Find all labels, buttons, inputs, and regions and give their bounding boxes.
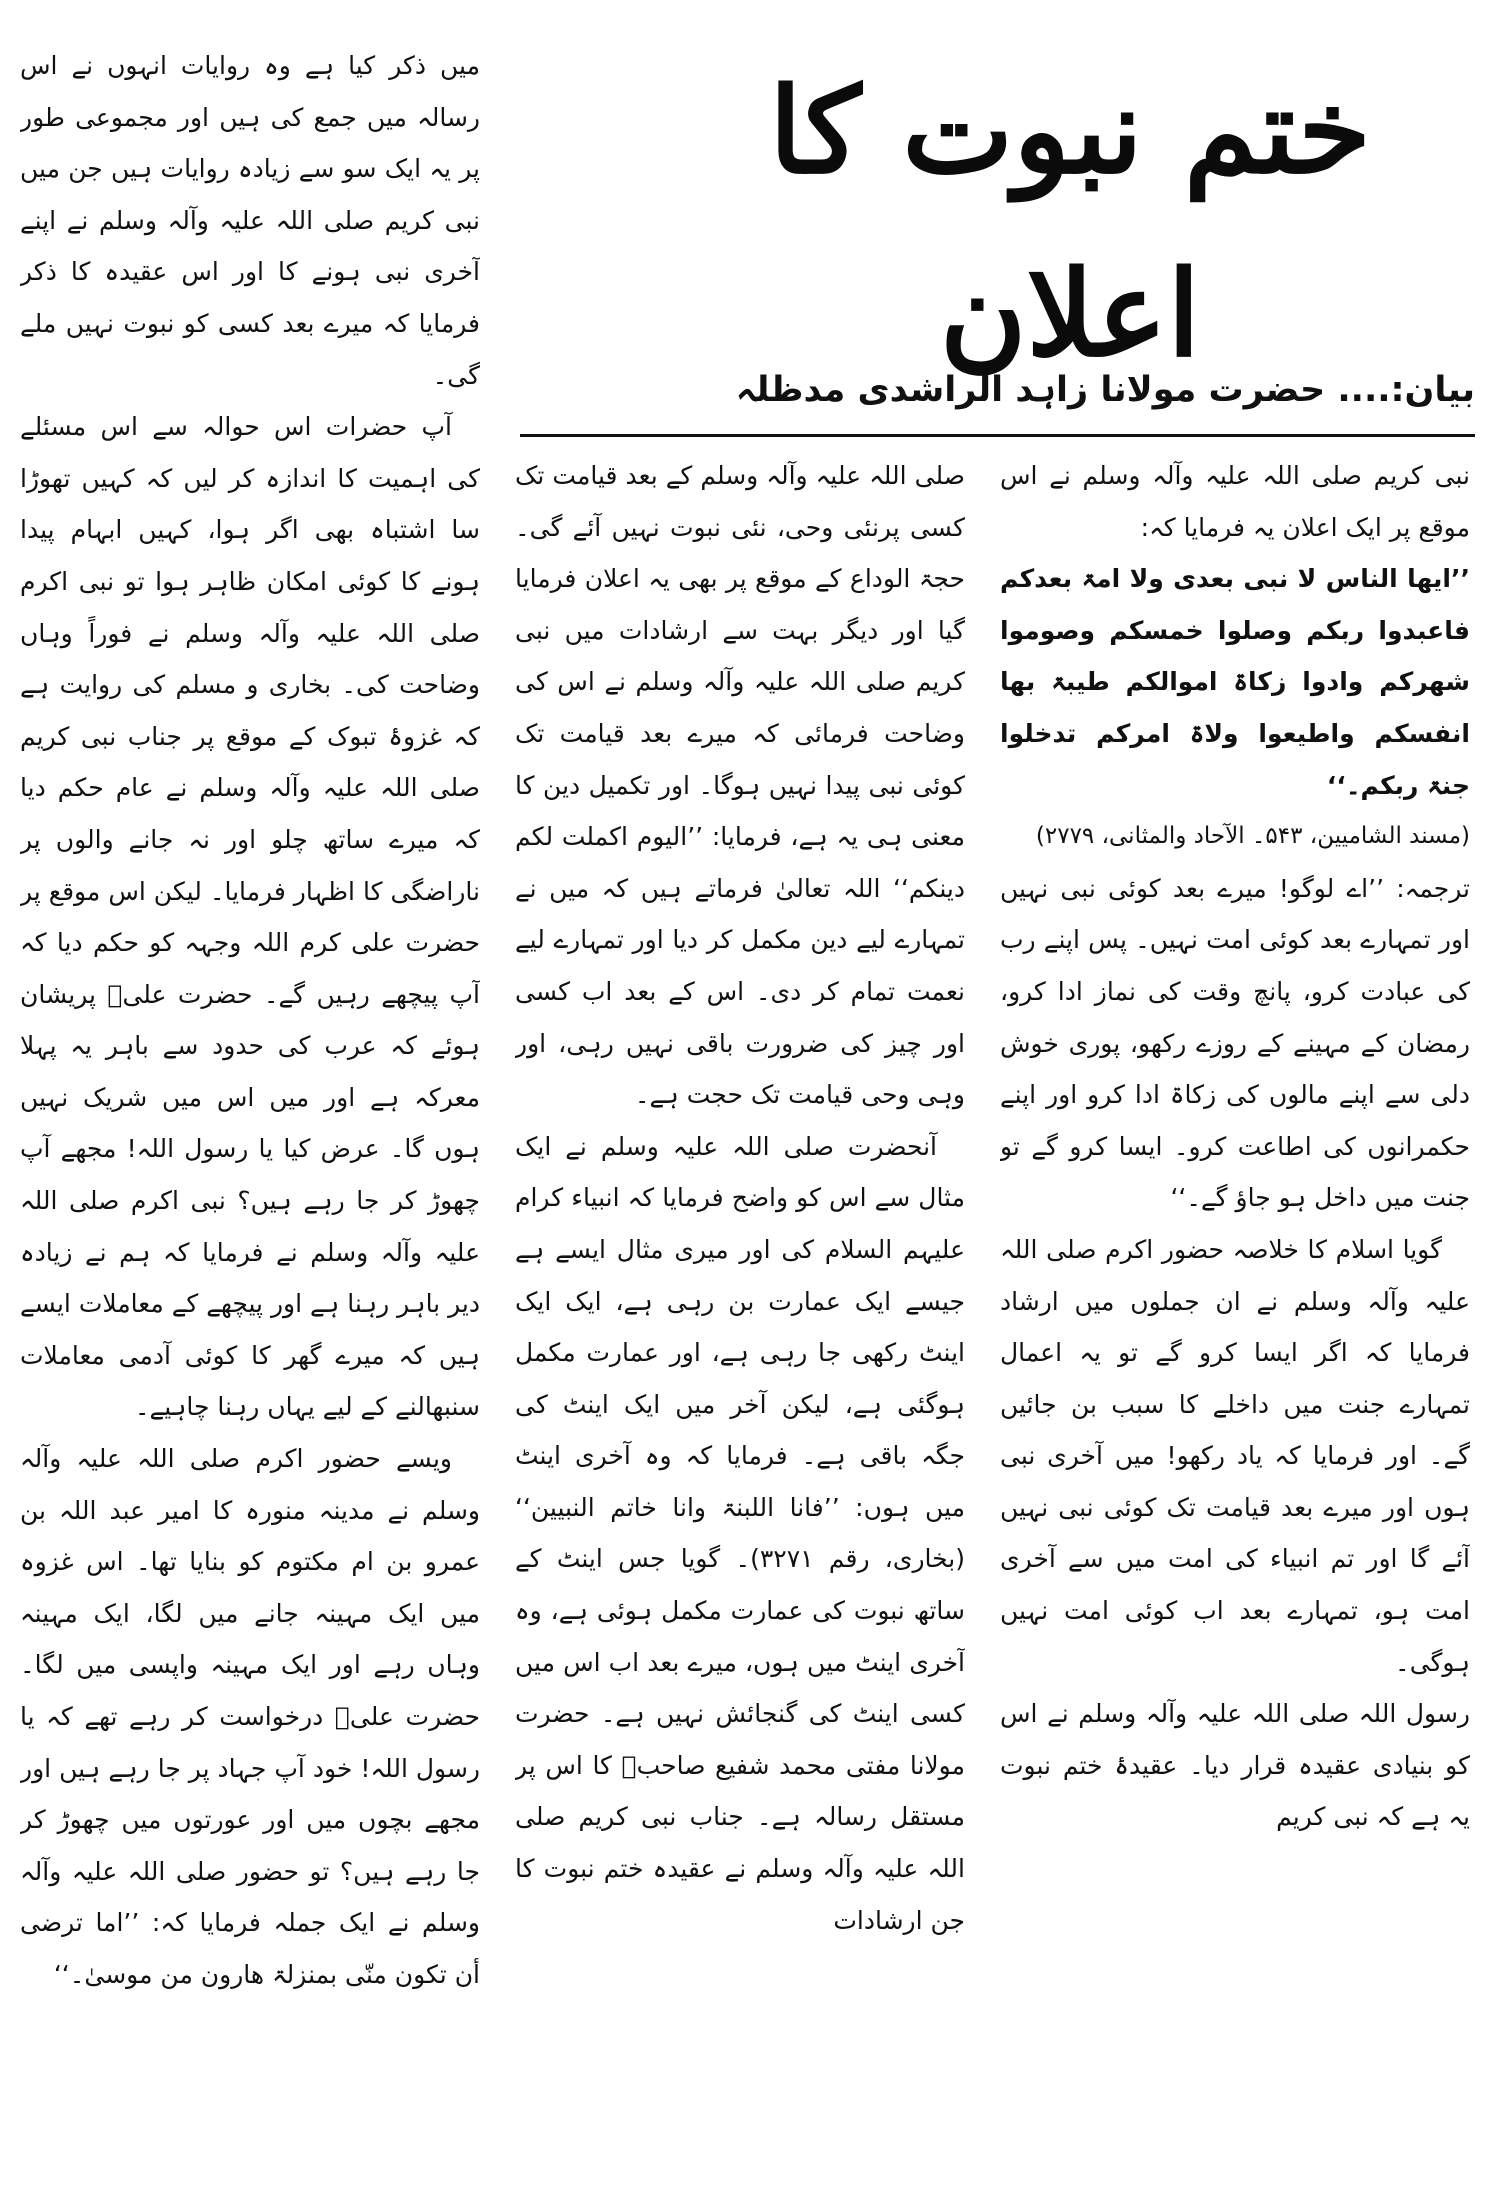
translation-paragraph: ترجمہ: ’’اے لوگو! میرے بعد کوئی نبی نہیں اور تمہارے بعد کوئی امت نہیں۔ پس اپنے رب کی عبادت کرو، پانچ وقت کی نماز ادا کرو، رمضان کے مہینے کے روزے رکھو، پوری خوش دلی سے اپنے مالوں کی زکاۃ ادا کرو اور اپنے حکمرانوں کی اطاعت کرو۔ ایسا کرو گے تو جنت میں داخل ہو جاؤ گے۔‘‘ <box>1000 873 1470 1213</box>
text-column-right <box>1000 450 1470 2180</box>
text-column-left <box>20 40 480 2180</box>
paragraph: ویسے حضور اکرم صلی اللہ علیہ وآلہ وسلم نے مدینہ منورہ کا امیر عبد اللہ بن عمرو بن ام مکتوم کو بنایا تھا۔ اس غزوہ میں ایک مہینہ جانے میں لگا، ایک مہینہ وہاں رہے اور ایک مہینہ واپسی میں لگا۔ حضرت علیؓ درخواست کر رہے تھے کہ یا رسول اللہ! خود آپ جہاد پر جا رہے ہیں اور مجھے بچوں میں اور عورتوں میں چھوڑ کر جا رہے ہیں؟ تو حضور صلی اللہ علیہ وآلہ وسلم نے ایک جملہ فرمایا کہ: ’’اما ترضی أن تکون منّی بمنزلۃ ھارون من موسیٰ۔‘‘ <box>20 1444 480 1989</box>
paragraph: میں ذکر کیا ہے وہ روایات انہوں نے اس رسالہ میں جمع کی ہیں اور مجموعی طور پر یہ ایک سو سے زیادہ روایات ہیں جن میں نبی کریم صلی اللہ علیہ وآلہ وسلم نے اپنے آخری نبی ہونے کا اور اس عقیدہ کا ذکر فرمایا کہ میرے بعد کسی کو نبوت نہیں ملے گی۔ <box>20 51 480 390</box>
paragraph: گویا اسلام کا خلاصہ حضور اکرم صلی اللہ علیہ وآلہ وسلم نے ان جملوں میں ارشاد فرمایا کہ اگر ایسا کرو گے تو یہ اعمال تمہارے جنت میں داخلے کا سبب بن جائیں گے۔ اور فرمایا کہ یاد رکھو! میں آخری نبی ہوں اور میرے بعد قیامت تک کوئی نبی نہیں آئے گا اور تم انبیاء کی امت میں سے آخری امت ہو، تمہارے بعد اب کوئی امت نہیں ہوگی۔ <box>1000 1234 1470 1677</box>
article-byline: بیان:.... حضرت مولانا زاہد الراشدی مدظلہ <box>735 370 1475 410</box>
paragraph: نبی کریم صلی اللہ علیہ وآلہ وسلم نے اس موقع پر ایک اعلان یہ فرمایا کہ: <box>1000 461 1470 542</box>
paragraph: آنحضرت صلی اللہ علیہ وسلم نے ایک مثال سے اس کو واضح فرمایا کہ انبیاء کرام علیہم السلام کی اور میری مثال ایسے ہے جیسے ایک عمارت بن رہی ہے، ایک ایک اینٹ رکھی جا رہی ہے، اور عمارت مکمل ہوگئی ہے، لیکن آخر میں ایک اینٹ کی جگہ باقی ہے۔ فرمایا کہ وہ آخری اینٹ میں ہوں: ’’فانا اللبنۃ وانا خاتم النبیین‘‘ (بخاری، رقم ۳۲۷۱)۔ گویا جس اینٹ کے ساتھ نبوت کی عمارت مکمل ہوئی ہے، وہ آخری اینٹ میں ہوں، میرے بعد اب اس میں کسی اینٹ کی گنجائش نہیں ہے۔ حضرت مولانا مفتی محمد شفیع صاحبؒ کا اس پر مستقل رسالہ ہے۔ جناب نبی کریم صلی اللہ علیہ وآلہ وسلم نے عقیدہ ختم نبوت کا جن ارشادات <box>515 1131 965 1935</box>
text-column-middle <box>515 450 965 2180</box>
citation: (مسند الشامیین، ۵۴۳۔ الآحاد والمثانی، ۲۷۷۹) <box>1035 823 1470 850</box>
arabic-quote: ’’ایھا الناس لا نبی بعدی ولا امۃ بعدکم فاعبدوا ربکم وصلوا خمسکم وصوموا شھرکم وادوا زکاۃ اموالکم طیبۃ بھا انفسکم واطیعوا ولاۃ امرکم تدخلوا جنۃ ربکم۔‘‘ <box>1000 564 1470 800</box>
paragraph: رسول اللہ صلی اللہ علیہ وآلہ وسلم نے اس کو بنیادی عقیدہ قرار دیا۔ عقیدۂ ختم نبوت یہ ہے کہ نبی کریم <box>1000 1699 1470 1832</box>
paragraph: صلی اللہ علیہ وآلہ وسلم کے بعد قیامت تک کسی پرنئی وحی، نئی نبوت نہیں آئے گی۔ حجۃ الوداع کے موقع پر بھی یہ اعلان فرمایا گیا اور دیگر بہت سے ارشادات میں نبی کریم صلی اللہ علیہ وآلہ وسلم نے اس کی وضاحت فرمائی کہ میرے بعد قیامت تک کوئی نبی پیدا نہیں ہوگا۔ اور تکمیل دین کا معنی ہی یہ ہے، فرمایا: ’’الیوم اکملت لکم دینکم‘‘ اللہ تعالیٰ فرماتے ہیں کہ میں نے تمہارے لیے دین مکمل کر دیا اور تمہارے لیے نعمت تمام کر دی۔ اس کے بعد اب کسی اور چیز کی ضرورت باقی نہیں رہی، اور وہی وحی قیامت تک حجت ہے۔ <box>515 461 965 1110</box>
article-headline: ختم نبوت کا اعلان <box>769 61 1371 383</box>
paragraph: آپ حضرات اس حوالہ سے اس مسئلے کی اہمیت کا اندازہ کر لیں کہ کہیں تھوڑا سا اشتباہ بھی اگر ہوا، کہیں ابہام پیدا ہونے کا کوئی امکان ظاہر ہوا تو نبی اکرم صلی اللہ علیہ وآلہ وسلم نے فوراً وہاں وضاحت کی۔ بخاری و مسلم کی روایت ہے کہ غزوۂ تبوک کے موقع پر جناب نبی کریم صلی اللہ علیہ وآلہ وسلم نے عام حکم دیا کہ میرے ساتھ چلو اور نہ جانے والوں پر ناراضگی کا اظہار فرمایا۔ لیکن اس موقع پر حضرت علی کرم اللہ وجہہ کو حکم دیا کہ آپ پیچھے رہیں گے۔ حضرت علیؓ پریشان ہوئے کہ عرب کی حدود سے باہر یہ پہلا معرکہ ہے اور میں اس میں شریک نہیں ہوں گا۔ عرض کیا یا رسول اللہ! مجھے آپ چھوڑ کر جا رہے ہیں؟ نبی اکرم صلی اللہ علیہ وآلہ وسلم نے فرمایا کہ ہم نے زیادہ دیر باہر رہنا ہے اور پیچھے کے معاملات ایسے ہیں کہ میرے گھر کا کوئی آدمی معاملات سنبھالنے کے لیے یہاں رہنا چاہیے۔ <box>20 412 480 1422</box>
byline-divider <box>520 434 1475 437</box>
